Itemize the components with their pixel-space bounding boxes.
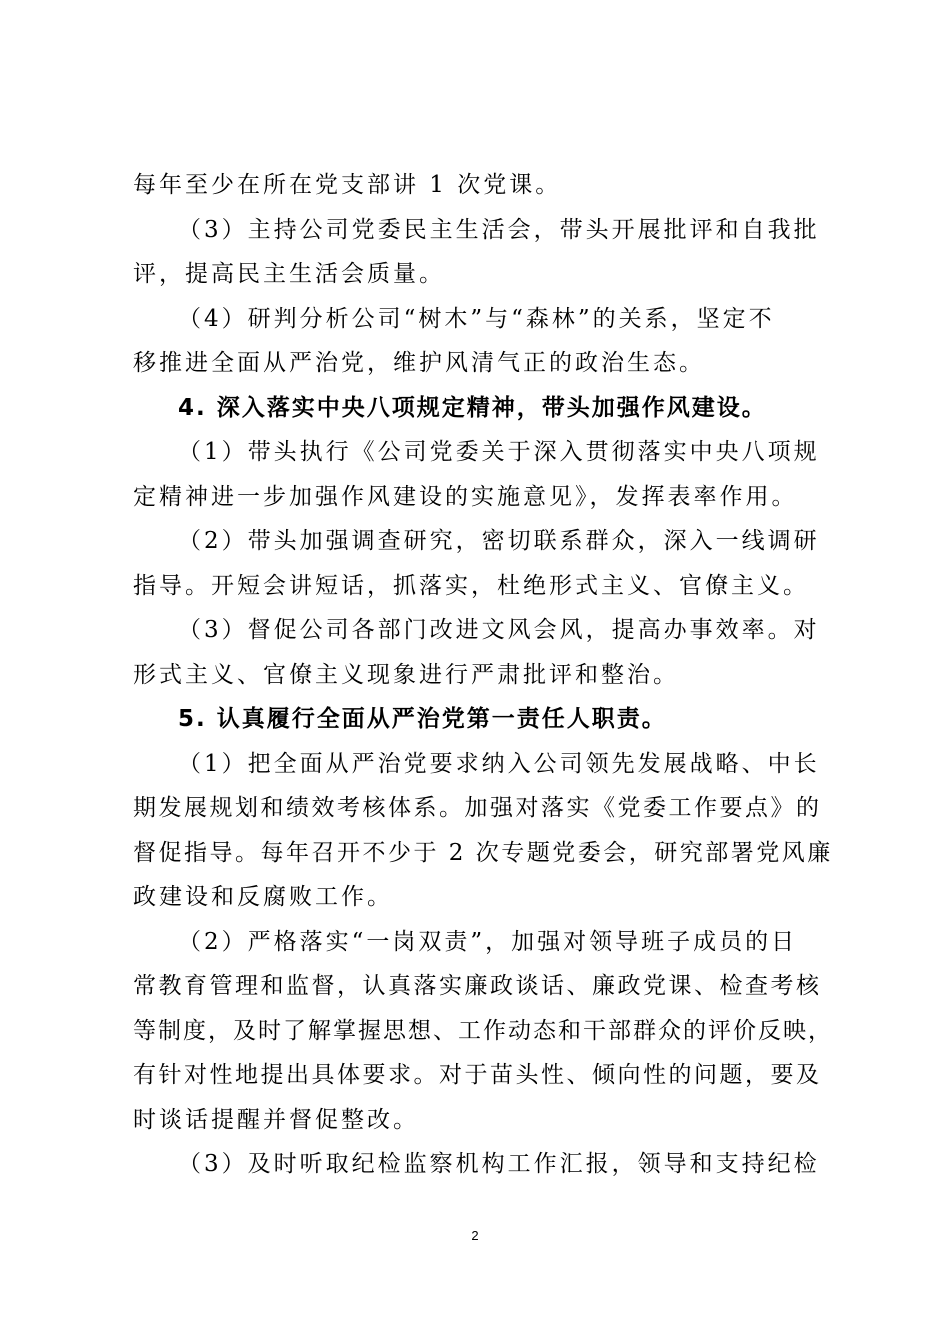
text-line: （2）带头加强调查研究，密切联系群众，深入一线调研 [178, 528, 820, 554]
text-line: 等制度，及时了解掌握思想、工作动态和干部群众的评价反映， [133, 1018, 833, 1044]
text-line: 移推进全面从严治党，维护风清气正的政治生态。 [133, 350, 705, 376]
text-line: 评，提高民主生活会质量。 [133, 261, 445, 287]
text-line: （4）研判分析公司“树木”与“森林”的关系，坚定不 [178, 306, 775, 332]
page-number: 2 [471, 1228, 479, 1243]
text-line: 常教育管理和监督，认真落实廉政谈话、廉政党课、检查考核 [133, 973, 822, 999]
text-line: 有针对性地提出具体要求。对于苗头性、倾向性的问题，要及 [133, 1062, 822, 1088]
text-line: 期发展规划和绩效考核体系。加强对落实《党委工作要点》的 [133, 795, 822, 821]
text-line: （3）及时听取纪检监察机构工作汇报，领导和支持纪检 [178, 1151, 820, 1177]
text-line: 每年至少在所在党支部讲 1 次党课。 [133, 172, 562, 198]
text-line: （1）把全面从严治党要求纳入公司领先发展战略、中长 [178, 751, 820, 777]
text-line: （3）主持公司党委民主生活会，带头开展批评和自我批 [178, 217, 820, 243]
text-line: 政建设和反腐败工作。 [133, 884, 393, 910]
section-heading: 4. 深入落实中央八项规定精神，带头加强作风建设。 [178, 395, 767, 421]
text-line: 定精神进一步加强作风建设的实施意见》，发挥表率作用。 [133, 484, 798, 510]
text-line: 指导。开短会讲短话，抓落实，杜绝形式主义、官僚主义。 [133, 573, 809, 599]
text-line: 形式主义、官僚主义现象进行严肃批评和整治。 [133, 662, 679, 688]
text-line: 时谈话提醒并督促整改。 [133, 1107, 419, 1133]
section-heading: 5. 认真履行全面从严治党第一责任人职责。 [178, 706, 667, 732]
text-line: （3）督促公司各部门改进文风会风，提高办事效率。对 [178, 617, 820, 643]
text-line: 督促指导。每年召开不少于 2 次专题党委会，研究部署党风廉 [133, 840, 833, 866]
text-line: （1）带头执行《公司党委关于深入贯彻落实中央八项规 [178, 439, 820, 465]
text-line: （2）严格落实“一岗双责”，加强对领导班子成员的日 [178, 929, 798, 955]
